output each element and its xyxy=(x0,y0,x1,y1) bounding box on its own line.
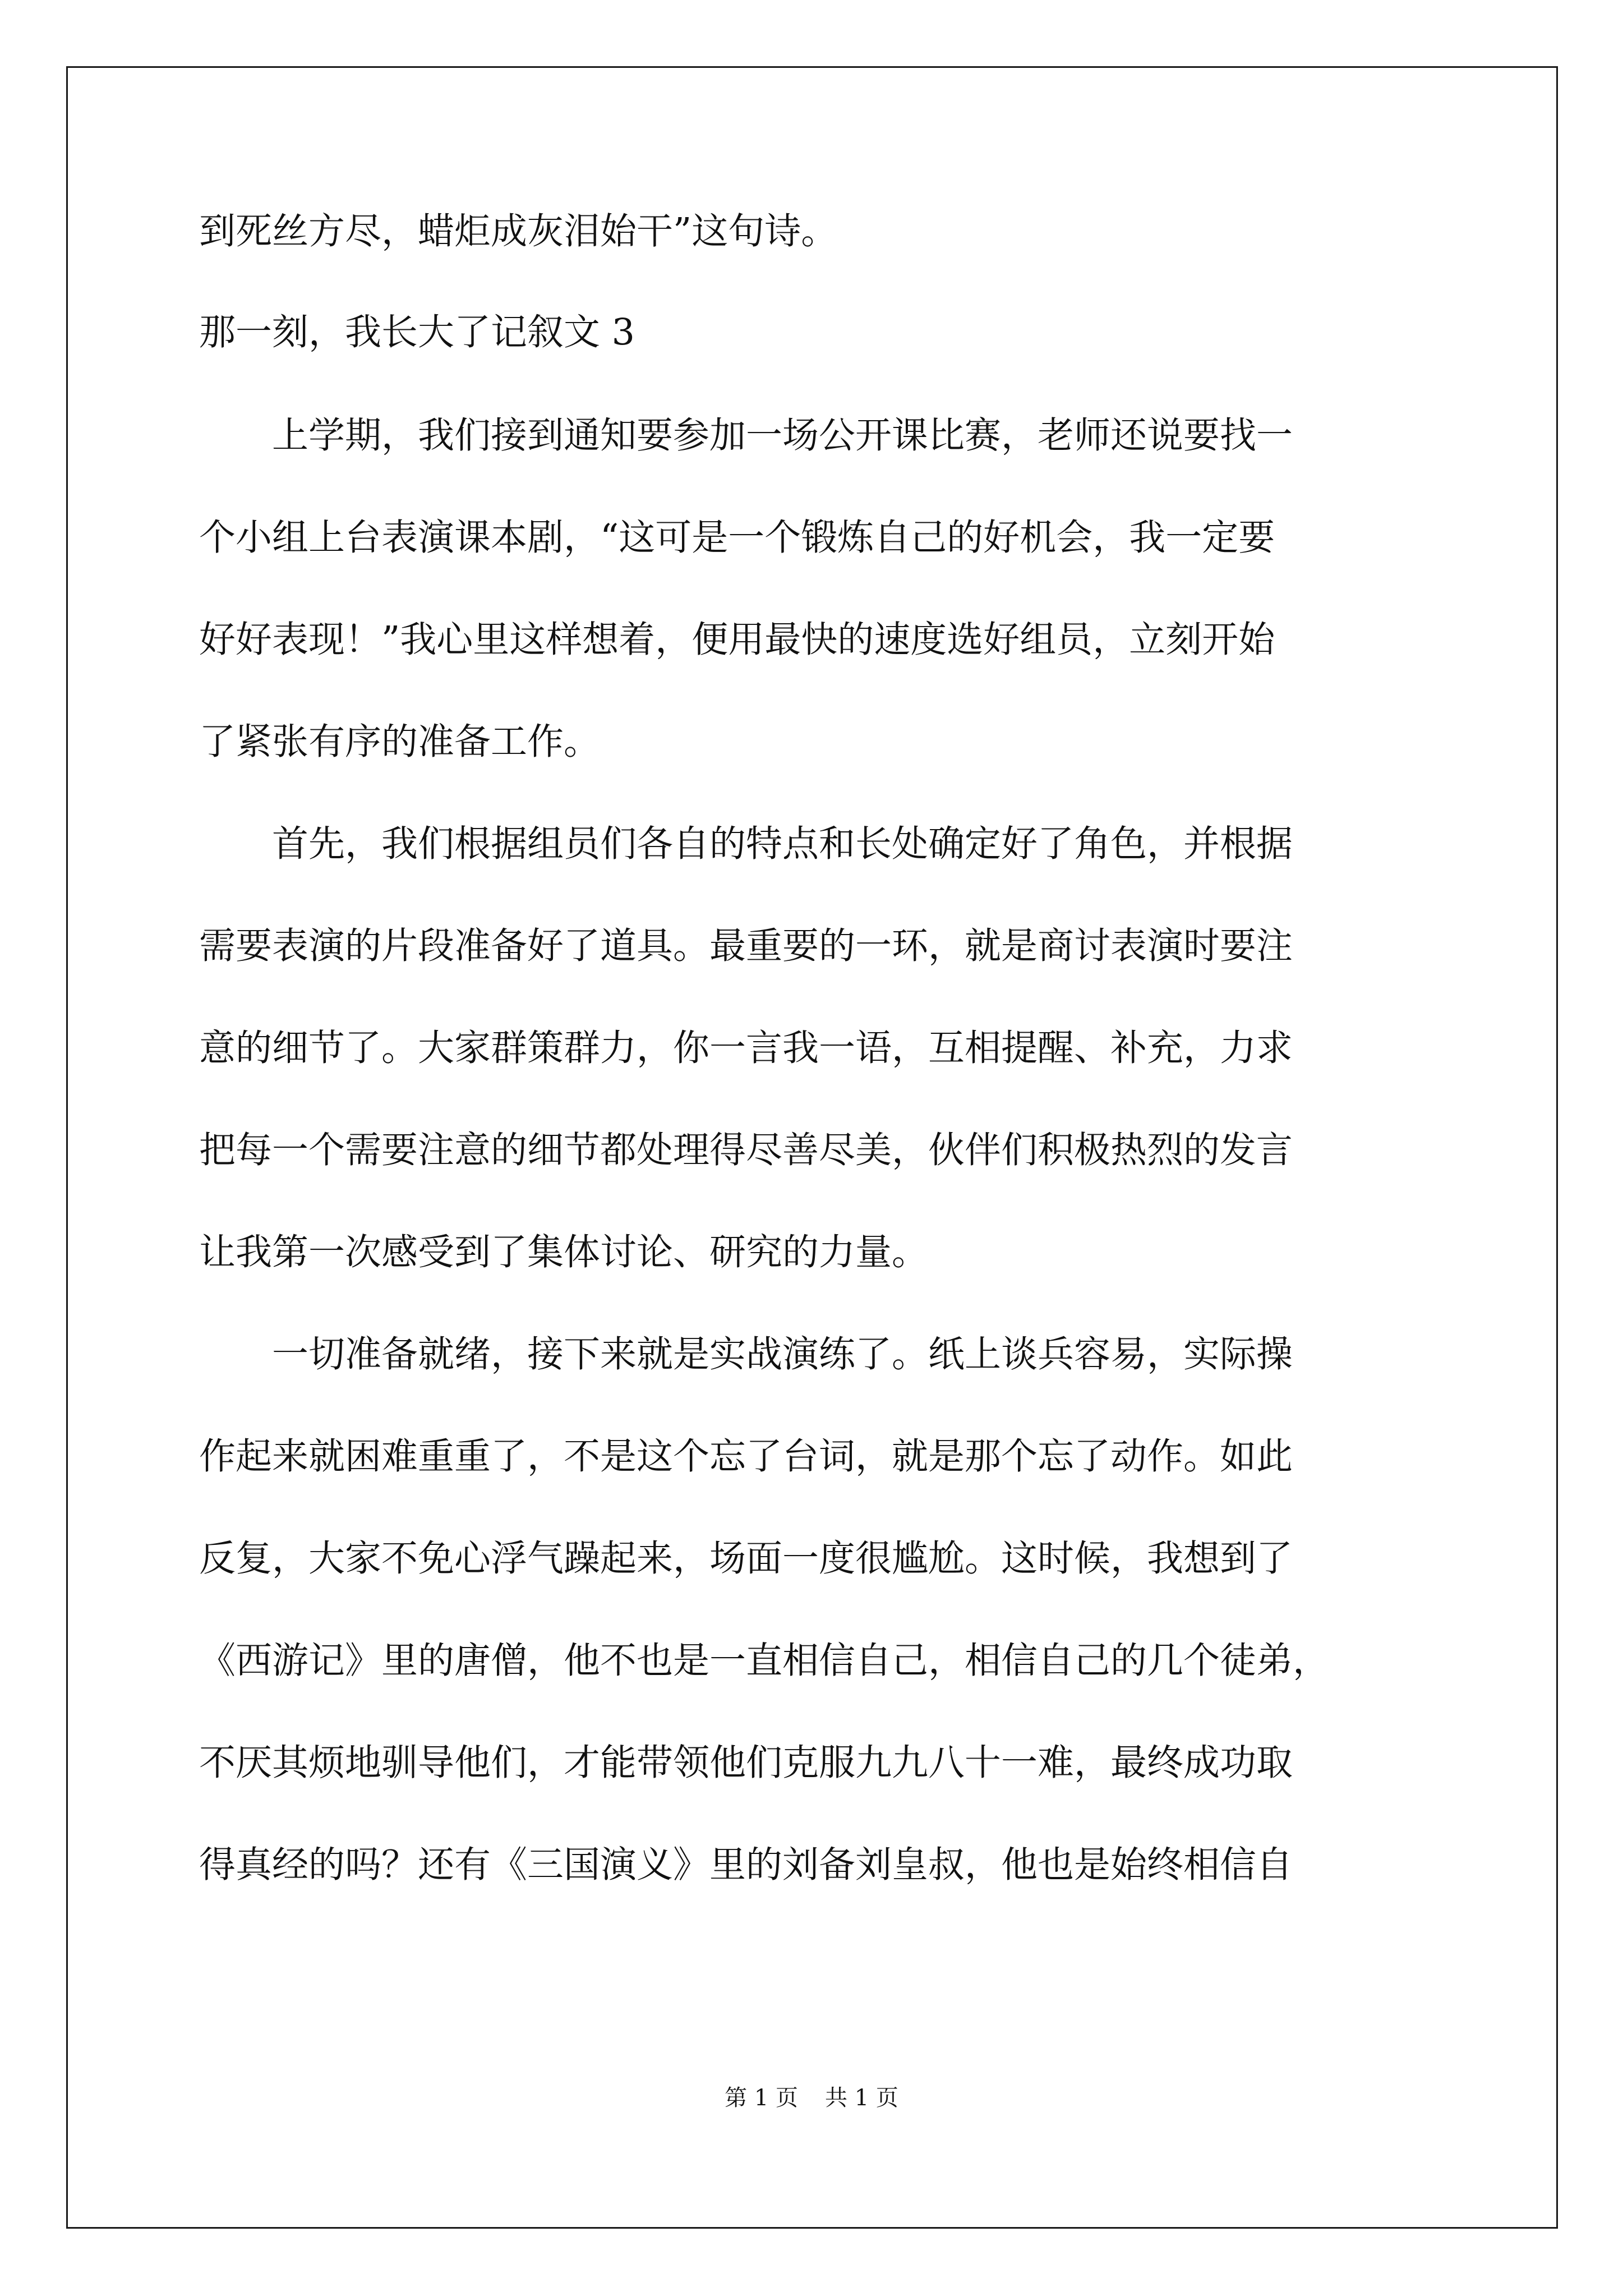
page-footer xyxy=(0,2087,1623,2109)
text-line: 上学期，我们接到通知要参加一场公开课比赛，老师还说要找一 xyxy=(272,415,1293,457)
text-line: 《西游记》里的唐僧，他不也是一直相信自己，相信自己的几个徒弟， xyxy=(199,1640,1330,1682)
text-line: 好好表现！”我心里这样想着，便用最快的速度选好组员，立刻开始 xyxy=(199,619,1275,661)
text-line: 到死丝方尽，蜡炬成灰泪始干”这句诗。 xyxy=(199,210,838,252)
text-line: 不厌其烦地驯导他们，才能带领他们克服九九八十一难，最终成功取 xyxy=(199,1742,1293,1784)
text-line: 意的细节了。大家群策群力，你一言我一语，互相提醒、补充，力求 xyxy=(199,1027,1293,1069)
text-line: 让我第一次感受到了集体讨论、研究的力量。 xyxy=(199,1231,929,1273)
text-line: 把每一个需要注意的细节都处理得尽善尽美，伙伴们积极热烈的发言 xyxy=(199,1129,1293,1171)
text-line: 作起来就困难重重了，不是这个忘了台词，就是那个忘了动作。如此 xyxy=(199,1435,1293,1478)
page-total: 共 1 页 xyxy=(825,2085,898,2111)
text-line: 首先，我们根据组员们各自的特点和长处确定好了角色，并根据 xyxy=(272,823,1293,865)
text-line: 一切准备就绪，接下来就是实战演练了。纸上谈兵容易，实际操 xyxy=(272,1333,1293,1375)
text-line: 反复，大家不免心浮气躁起来，场面一度很尴尬。这时候，我想到了 xyxy=(199,1538,1293,1580)
page-number: 第 1 页 xyxy=(725,2085,798,2111)
text-line: 需要表演的片段准备好了道具。最重要的一环，就是商讨表演时要注 xyxy=(199,925,1293,967)
text-line: 个小组上台表演课本剧，“这可是一个锻炼自己的好机会，我一定要 xyxy=(199,517,1275,559)
text-line: 了紧张有序的准备工作。 xyxy=(199,721,601,763)
section-heading: 那一刻，我长大了记叙文 3 xyxy=(199,311,635,353)
text-line: 得真经的吗？还有《三国演义》里的刘备刘皇叔，他也是始终相信自 xyxy=(199,1844,1293,1886)
